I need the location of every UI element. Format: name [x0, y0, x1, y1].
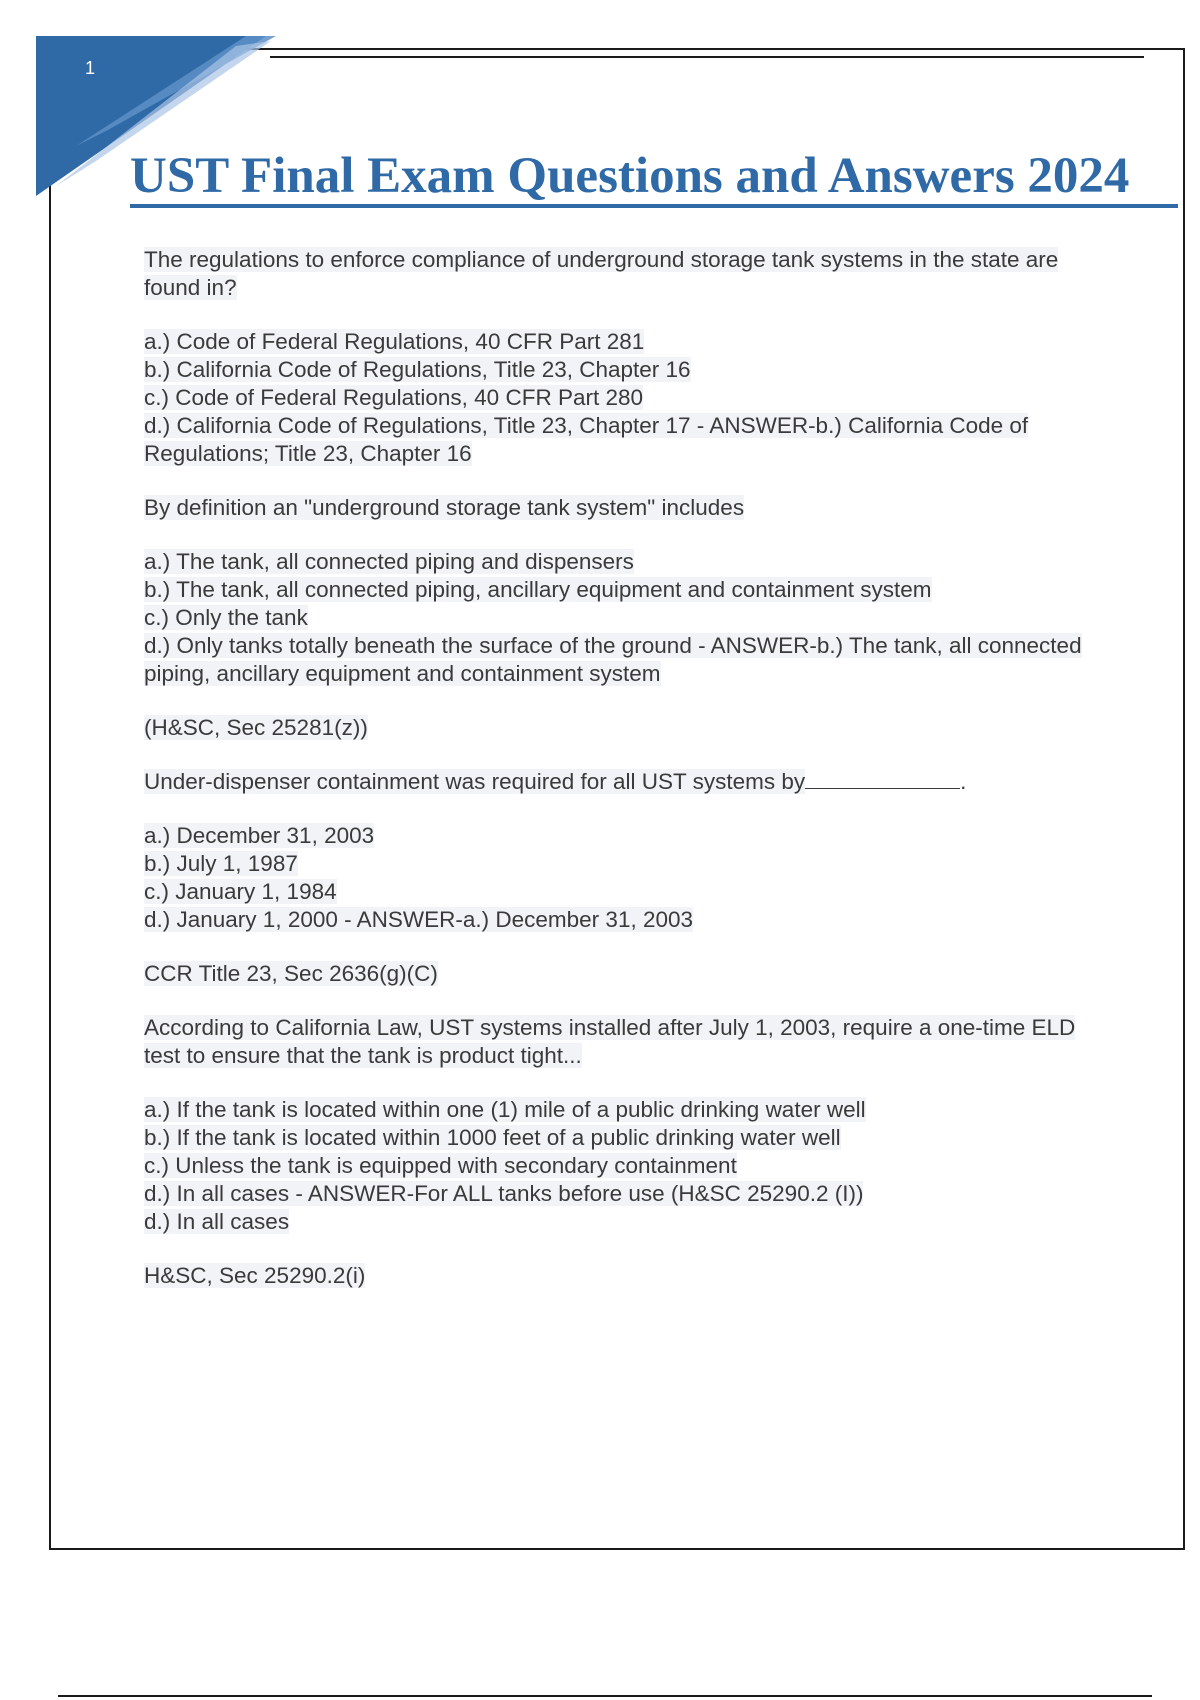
question-reference: CCR Title 23, Sec 2636(g)(C)	[144, 961, 438, 986]
option-item: c.) January 1, 1984	[144, 879, 337, 904]
option-list	[144, 548, 1094, 688]
option-item: c.) Only the tank	[144, 605, 308, 630]
option-item: b.) If the tank is located within 1000 feet of a public drinking water well	[144, 1125, 841, 1150]
option-item: a.) If the tank is located within one (1) mile of a public drinking water well	[144, 1097, 866, 1122]
question-prompt: By definition an "underground storage tank system" includes	[144, 495, 745, 520]
option-item: d.) Only tanks totally beneath the surface of the ground - ANSWER-b.) The tank, all connected piping, ancillary equipment and containment system	[144, 633, 1082, 686]
option-item: c.) Code of Federal Regulations, 40 CFR Part 280	[144, 385, 643, 410]
question-prompt: The regulations to enforce compliance of underground storage tank systems in the state are found in?	[144, 247, 1059, 300]
question-reference: (H&SC, Sec 25281(z))	[144, 715, 368, 740]
option-list	[144, 1096, 1094, 1236]
option-item: b.) July 1, 1987	[144, 851, 298, 876]
document-body	[144, 246, 1094, 1316]
option-item: c.) Unless the tank is equipped with secondary containment	[144, 1153, 737, 1178]
question-reference: H&SC, Sec 25290.2(i)	[144, 1263, 366, 1288]
option-list	[144, 822, 1094, 934]
option-item: a.) Code of Federal Regulations, 40 CFR Part 281	[144, 329, 645, 354]
answer-blank	[805, 768, 960, 789]
option-item: a.) The tank, all connected piping and dispensers	[144, 549, 634, 574]
question-prompt: Under-dispenser containment was required for all UST systems by .	[144, 769, 967, 794]
question-prompt: According to California Law, UST systems installed after July 1, 2003, require a one-time ELD test to ensure that the tank is product tight...	[144, 1015, 1076, 1068]
option-item: d.) California Code of Regulations, Title 23, Chapter 17 - ANSWER-b.) California Code of Regulations; Title 23, Chapter 16	[144, 413, 1029, 466]
option-item: a.) December 31, 2003	[144, 823, 375, 848]
option-item: d.) In all cases - ANSWER-For ALL tanks before use (H&SC 25290.2 (I))	[144, 1181, 864, 1206]
option-item: d.) In all cases	[144, 1209, 290, 1234]
page-title: UST Final Exam Questions and Answers 2024	[130, 148, 1178, 208]
footer-rule	[58, 1695, 1152, 1697]
page-number: 1	[84, 58, 95, 78]
header-rule	[270, 56, 1144, 58]
option-item: b.) The tank, all connected piping, ancillary equipment and containment system	[144, 577, 932, 602]
option-item: b.) California Code of Regulations, Title 23, Chapter 16	[144, 357, 691, 382]
option-item: d.) January 1, 2000 - ANSWER-a.) December 31, 2003	[144, 907, 694, 932]
option-list	[144, 328, 1094, 468]
